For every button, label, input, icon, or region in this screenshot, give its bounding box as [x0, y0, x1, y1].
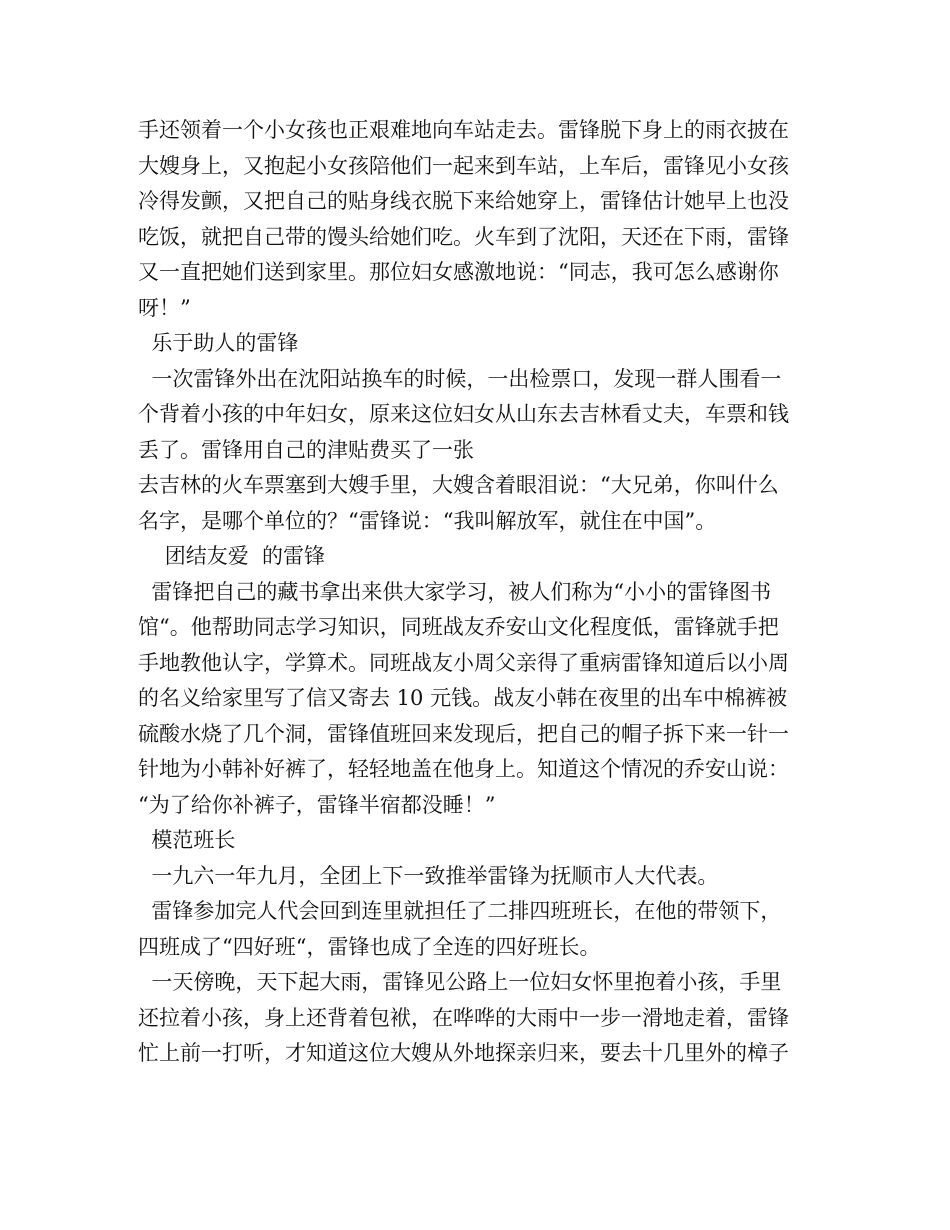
text-line: 大嫂身上，又抱起小女孩陪他们一起来到车站，上车后，雷锋见小女孩	[138, 153, 789, 178]
text-line: 忙上前一打听，才知道这位大嫂从外地探亲归来，要去十几里外的樟子	[138, 1041, 789, 1065]
text-line: 名字，是哪个单位的？“雷锋说：“我叫解放军，就住在中国”。	[138, 508, 717, 533]
text-line: 一九六一年九月，全团上下一致推举雷锋为抚顺市人大代表。	[138, 863, 719, 888]
text-line: 呀！”	[138, 295, 191, 320]
text-line: 四班成了“四好班“，雷锋也成了全连的四好班长。	[138, 934, 601, 959]
text-line: 针地为小韩补好裤了，轻轻地盖在他身上。知道这个情况的乔安山说：	[138, 757, 789, 781]
text-line: 吃饭，就把自己带的馒头给她们吃。火车到了沈阳，天还在下雨，雷锋	[138, 224, 789, 249]
text-line: 手还领着一个小女孩也正艰难地向车站走去。雷锋脱下身上的雨衣披在	[138, 118, 789, 142]
text-line: 个背着小孩的中年妇女，原来这位妇女从山东去吉林看丈夫，车票和钱	[138, 402, 789, 426]
text-line: 去吉林的火车票塞到大嫂手里，大嫂含着眼泪说：“大兄弟，你叫什么	[138, 473, 779, 497]
section-heading-helpful: 乐于助人的雷锋	[138, 331, 299, 355]
text-line: 雷锋参加完人代会回到连里就担任了二排四班班长，在他的带领下，	[138, 899, 782, 923]
text-line: 雷锋把自己的藏书拿出来供大家学习，被人们称为“小小的雷锋图书	[138, 579, 772, 604]
text-line: 一次雷锋外出在沈阳站换车的时候，一出检票口，发现一群人围看一	[138, 366, 782, 391]
text-line: 冷得发颤，又把自己的贴身线衣脱下来给她穿上，雷锋估计她早上也没	[138, 189, 789, 213]
text-line: 硫酸水烧了几个洞，雷锋值班回来发现后，把自己的帽子拆下来一针一	[138, 721, 789, 746]
section-heading-model-leader: 模范班长	[138, 828, 236, 852]
text-line: 一天傍晚，天下起大雨，雷锋见公路上一位妇女怀里抱着小孩，手里	[138, 970, 782, 994]
section-heading-unity: 团结友爱 的雷锋	[138, 544, 326, 568]
text-line: 丢了。雷锋用自己的津贴费买了一张	[138, 437, 474, 462]
text-line: 馆“。他帮助同志学习知识，同班战友乔安山文化程度低，雷锋就手把	[138, 615, 779, 639]
text-line: 的名义给家里写了信又寄去 10 元钱。战友小韩在夜里的出车中棉裤被	[138, 686, 788, 710]
text-line: 又一直把她们送到家里。那位妇女感激地说：“同志，我可怎么感谢你	[138, 260, 779, 284]
text-line: 手地教他认字，学算术。同班战友小周父亲得了重病雷锋知道后以小周	[138, 650, 789, 675]
text-line: 还拉着小孩，身上还背着包袱，在哗哗的大雨中一步一滑地走着，雷锋	[138, 1005, 789, 1030]
text-line: “为了给你补裤子，雷锋半宿都没睡！”	[138, 792, 496, 817]
document-body	[138, 113, 818, 1072]
